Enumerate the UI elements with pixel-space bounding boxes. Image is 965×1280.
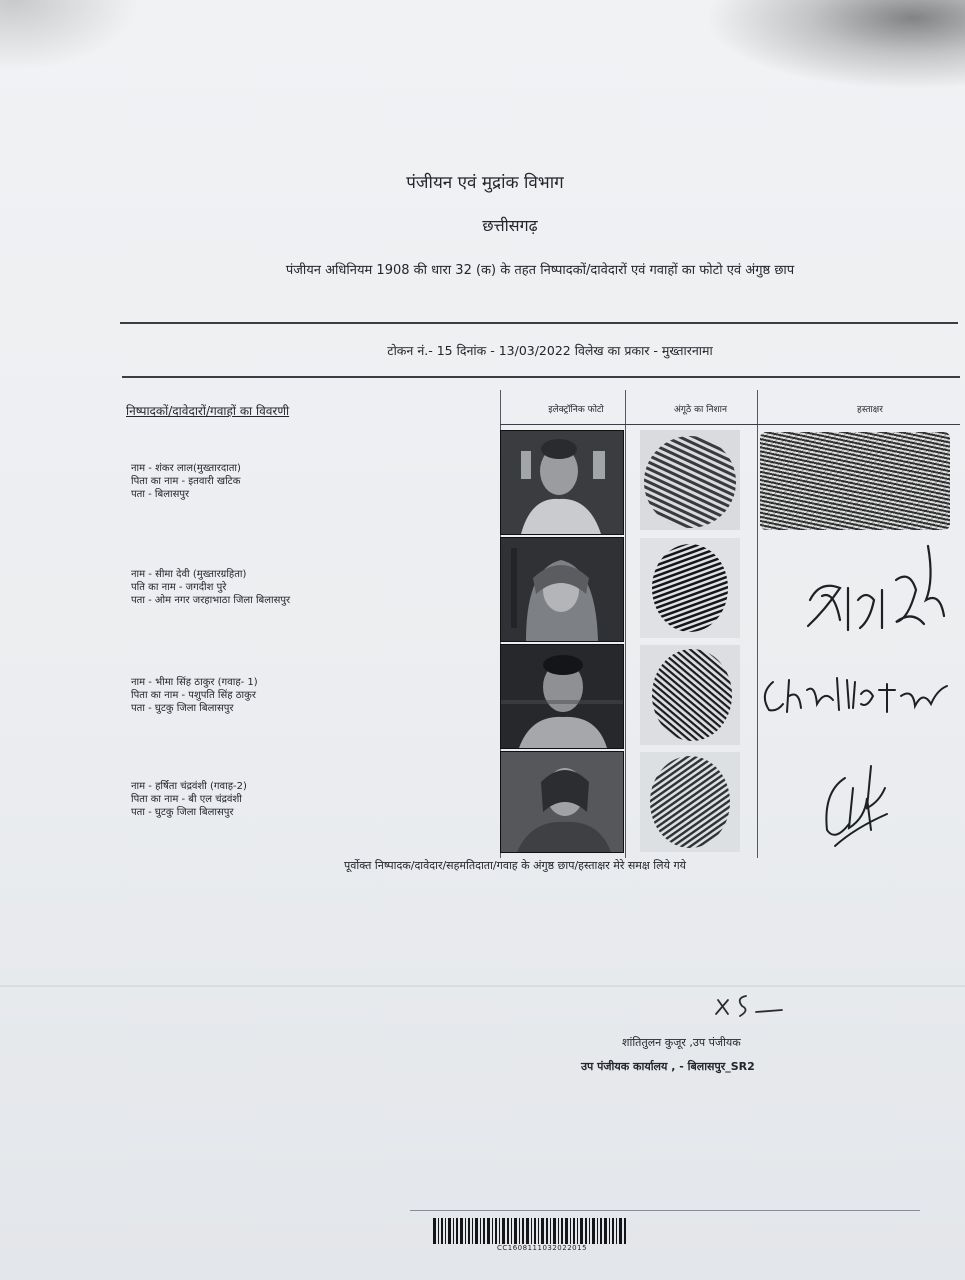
barcode-number: CC1608111032022015 <box>497 1244 588 1252</box>
details-header: निष्पादकों/दावेदारों/गवाहों का विवरणी <box>126 404 290 418</box>
signature-row4 <box>815 758 895 853</box>
state-title: छत्तीसगढ़ <box>482 216 538 235</box>
paper-fold <box>0 985 965 987</box>
person-name: नाम - भीमा सिंह ठाकुर (गवाह- 1) <box>131 677 258 688</box>
person-name: नाम - शंकर लाल(मुख्तारदाता) <box>131 463 241 474</box>
bottom-rule <box>410 1210 920 1211</box>
person-father: पति का नाम - जगदीश पुरे <box>131 582 227 593</box>
table-row <box>131 780 247 819</box>
person-photo <box>500 537 624 642</box>
thumbprint <box>640 752 740 852</box>
signature-header: हस्ताक्षर <box>857 405 883 415</box>
person-photo <box>500 430 624 535</box>
table-divider <box>757 390 758 858</box>
person-address: पता - घुटकु जिला बिलासपुर <box>131 807 234 818</box>
divider-top <box>120 322 958 324</box>
thumbprint-smear <box>760 432 950 530</box>
person-father: पिता का नाम - पशुपति सिंह ठाकुर <box>131 690 256 701</box>
table-row <box>131 462 241 501</box>
ink-smudge <box>0 0 140 70</box>
signature-row2 <box>800 540 950 640</box>
table-row-divider <box>500 424 960 425</box>
attestation-note: पूर्वोक्त निष्पादक/दावेदार/सहमतिदाता/गवाह के अंगुष्ठ छाप/हस्ताक्षर मेरे समक्ष लिये गये <box>343 859 687 872</box>
token-line: टोकन नं.- 15 दिनांक - 13/03/2022 विलेख का प्रकार - मुख्तारनामा <box>387 343 713 358</box>
barcode <box>433 1218 628 1244</box>
department-title: पंजीयन एवं मुद्रांक विभाग <box>406 173 564 193</box>
divider-bottom <box>122 376 960 378</box>
person-address: पता - ओम नगर जरहाभाठा जिला बिलासपुर <box>131 595 291 606</box>
thumbprint <box>640 538 740 638</box>
table-row <box>131 676 258 715</box>
official-designation: शांतितुलन कुजूर ,उप पंजीयक <box>622 1036 741 1049</box>
person-photo <box>500 751 624 853</box>
photo-header: इलेक्ट्रॉनिक फोटो <box>548 405 604 415</box>
person-name: नाम - हर्षिता चंद्रवंशी (गवाह-2) <box>131 781 247 792</box>
signature-row3 <box>755 660 955 740</box>
official-signature <box>712 988 792 1022</box>
table-row <box>131 568 290 607</box>
person-photo <box>500 644 624 749</box>
person-address: पता - बिलासपुर <box>131 489 190 500</box>
person-father: पिता का नाम - बी एल चंद्रवंशी <box>131 794 242 805</box>
person-name: नाम - सीमा देवी (मुख्तारग्रहिता) <box>131 569 247 580</box>
official-office: उप पंजीयक कार्यालय , - बिलासपुर_SR2 <box>581 1060 755 1073</box>
table-divider <box>625 390 626 858</box>
person-address: पता - घुटकु जिला बिलासपुर <box>131 703 234 714</box>
thumbprint <box>640 430 740 530</box>
thumbprint <box>640 645 740 745</box>
thumb-header: अंगूठे का निशान <box>674 405 727 415</box>
person-father: पिता का नाम - इतवारी खटिक <box>131 476 241 487</box>
ink-smudge <box>705 0 965 90</box>
document-subtitle: पंजीयन अधिनियम 1908 की धारा 32 (क) के तहत निष्पादकों/दावेदारों एवं गवाहों का फोटो एवं अंगुष्ठ छाप <box>285 263 795 278</box>
